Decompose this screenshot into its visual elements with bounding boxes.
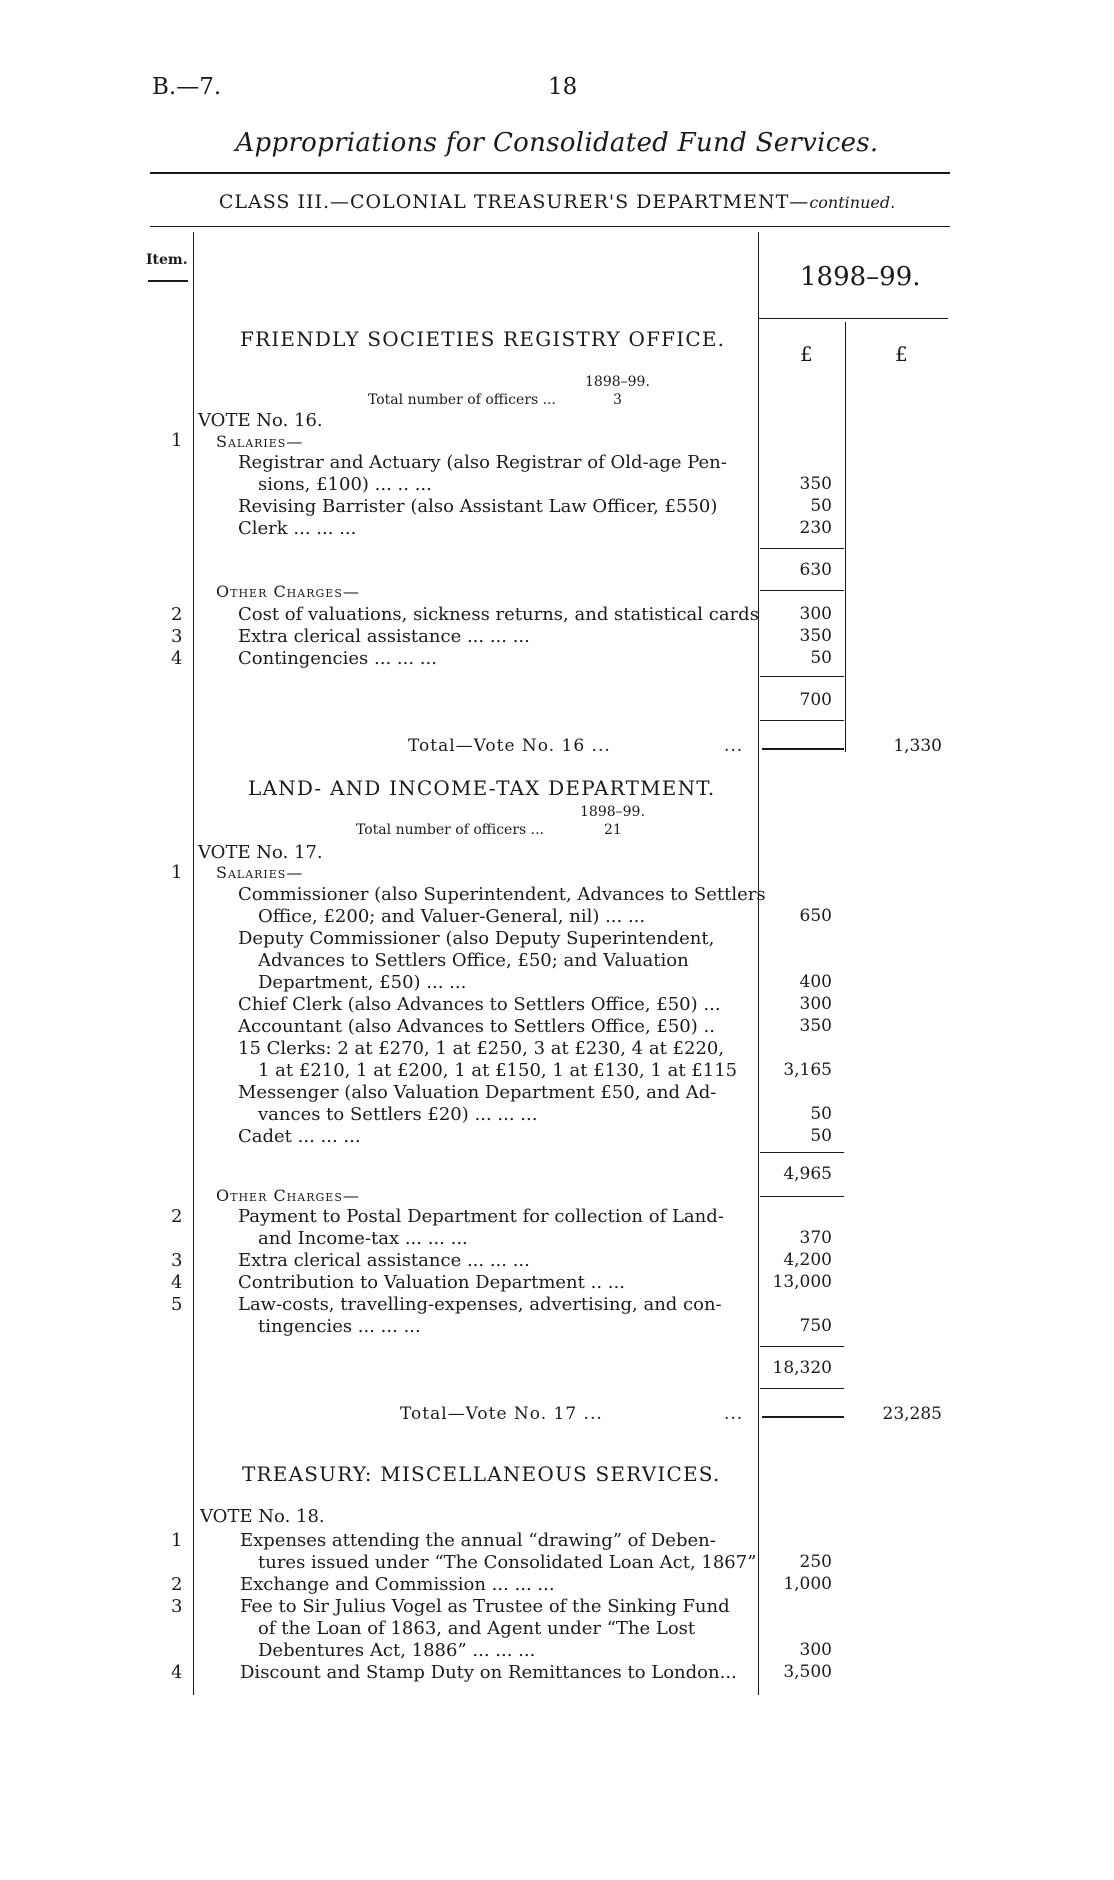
- land-total-label: Total—Vote No. 17 ...: [400, 1404, 603, 1424]
- treasury-row-text: of the Loan of 1863, and Agent under “The Lost: [258, 1618, 696, 1639]
- treasury-row-text: Debentures Act, 1886” ... ... ...: [258, 1640, 536, 1661]
- subtotal-rule: [760, 1152, 844, 1153]
- friendly-row-amount: 50: [810, 496, 832, 516]
- land-row-amount: 3,165: [783, 1060, 832, 1080]
- land-row-text: Payment to Postal Department for collection of Land-: [238, 1206, 724, 1227]
- friendly-row-text: Extra clerical assistance ... ... ...: [238, 626, 530, 647]
- land-row-text: Chief Clerk (also Advances to Settlers Office, £50) ...: [238, 994, 721, 1015]
- land-row-item-5: 5: [171, 1294, 183, 1315]
- friendly-year: 1898–99.: [585, 374, 650, 390]
- friendly-salaries-subtotal: 630: [799, 560, 832, 580]
- land-row-item-2: 2: [171, 1206, 183, 1227]
- friendly-officers-label: Total number of officers ...: [368, 392, 556, 408]
- land-row-text: Cadet ... ... ...: [238, 1126, 361, 1147]
- friendly-total-amount: 1,330: [893, 736, 942, 756]
- pound-total-header: £: [895, 342, 908, 366]
- treasury-row-amount: 3,500: [783, 1662, 832, 1682]
- friendly-row-amount: 350: [799, 474, 832, 494]
- treasury-row-amount: 300: [799, 1640, 832, 1660]
- land-row-text: vances to Settlers £20) ... ... ...: [258, 1104, 538, 1125]
- land-total-amount: 23,285: [882, 1404, 942, 1424]
- treasury-row-text: Exchange and Commission ... ... ...: [240, 1574, 555, 1595]
- land-vote-heading: VOTE No. 17.: [198, 842, 323, 863]
- land-other-subtotal: 18,320: [772, 1358, 832, 1378]
- land-row-item-4: 4: [171, 1272, 183, 1293]
- treasury-row-text: tures issued under “The Consolidated Loan Act, 1867”: [258, 1552, 757, 1573]
- land-row-text: Commissioner (also Superintendent, Advances to Settlers: [238, 884, 766, 905]
- page-number: 18: [548, 74, 578, 100]
- friendly-row-item-2: 2: [171, 604, 183, 625]
- land-row-text: and Income-tax ... ... ...: [258, 1228, 468, 1249]
- treasury-row-amount: 1,000: [783, 1574, 832, 1594]
- year-header-underline: [758, 318, 948, 319]
- friendly-row-amount: 350: [799, 626, 832, 646]
- land-row-text: Extra clerical assistance ... ... ...: [238, 1250, 530, 1271]
- treasury-row-item-3: 3: [171, 1596, 183, 1617]
- treasury-row-text: Fee to Sir Julius Vogel as Trustee of the Sinking Fund: [240, 1596, 730, 1617]
- land-row-item-1: 1: [171, 862, 183, 883]
- land-year: 1898–99.: [580, 804, 645, 820]
- item-column-header: Item.: [146, 252, 188, 268]
- treasury-row-item-1: 1: [171, 1530, 183, 1551]
- land-row-text: tingencies ... ... ...: [258, 1316, 421, 1337]
- friendly-row-item-1: 1: [171, 430, 183, 451]
- land-officers-count: 21: [604, 822, 622, 838]
- class-continued: continued.: [809, 193, 896, 212]
- friendly-row-item-3: 3: [171, 626, 183, 647]
- friendly-officers-count: 3: [613, 392, 622, 408]
- land-row-amount: 750: [799, 1316, 832, 1336]
- land-row-text: Accountant (also Advances to Settlers Office, £50) ..: [238, 1016, 715, 1037]
- page-title: Appropriations for Consolidated Fund Services.: [235, 128, 879, 158]
- land-row-item-3: 3: [171, 1250, 183, 1271]
- land-row-text: Department, £50) ... ...: [258, 972, 467, 993]
- subtotal-rule: [760, 720, 844, 721]
- item-column-divider: [193, 232, 194, 1695]
- friendly-section-title: FRIENDLY SOCIETIES REGISTRY OFFICE.: [240, 327, 726, 351]
- land-row-text: Office, £200; and Valuer-General, nil) ... ...: [258, 906, 646, 927]
- subtotal-rule: [760, 1346, 844, 1347]
- treasury-row-text: Expenses attending the annual “drawing” of Deben-: [240, 1530, 716, 1551]
- land-row-text: Messenger (also Valuation Department £50, and Ad-: [238, 1082, 717, 1103]
- friendly-vote-heading: VOTE No. 16.: [198, 410, 323, 431]
- treasury-row-amount: 250: [799, 1552, 832, 1572]
- subtotal-rule: [760, 1388, 844, 1389]
- land-row-text: Contribution to Valuation Department .. ...: [238, 1272, 625, 1293]
- document-reference: B.—7.: [152, 74, 222, 100]
- subtotal-column-divider: [845, 322, 846, 752]
- land-row-text: Law-costs, travelling-expenses, advertising, and con-: [238, 1294, 722, 1315]
- friendly-row-text: sions, £100) ... .. ...: [258, 474, 432, 495]
- treasury-row-item-2: 2: [171, 1574, 183, 1595]
- subtotal-rule: [760, 590, 844, 591]
- land-row-amount: 13,000: [772, 1272, 832, 1292]
- subtotal-rule: [760, 676, 844, 677]
- friendly-row-text: Contingencies ... ... ...: [238, 648, 437, 669]
- land-section-title: LAND- AND INCOME-TAX DEPARTMENT.: [248, 776, 716, 800]
- land-salaries-subtotal: 4,965: [783, 1164, 832, 1184]
- item-header-underline: [148, 280, 188, 282]
- land-row-amount: 4,200: [783, 1250, 832, 1270]
- total-rule: [762, 1416, 844, 1418]
- friendly-other-charges-heading: Other Charges—: [216, 582, 360, 601]
- land-salaries-heading: Salaries—: [216, 863, 304, 882]
- subtotal-rule: [760, 1196, 844, 1197]
- friendly-other-subtotal: 700: [799, 690, 832, 710]
- treasury-vote-heading: VOTE No. 18.: [200, 1506, 325, 1527]
- friendly-row-amount: 230: [799, 518, 832, 538]
- land-row-amount: 350: [799, 1016, 832, 1036]
- friendly-salaries-heading: Salaries—: [216, 432, 304, 451]
- class-heading: [0, 191, 1114, 213]
- land-row-amount: 50: [810, 1104, 832, 1124]
- class-rule: [150, 226, 950, 227]
- treasury-row-text: Discount and Stamp Duty on Remittances to London...: [240, 1662, 737, 1683]
- land-row-amount: 650: [799, 906, 832, 926]
- friendly-row-text: Registrar and Actuary (also Registrar of Old-age Pen-: [238, 452, 727, 473]
- land-total-dots: ...: [724, 1404, 744, 1424]
- title-rule: [150, 172, 950, 174]
- land-officers-label: Total number of officers ...: [356, 822, 544, 838]
- land-row-amount: 400: [799, 972, 832, 992]
- land-other-charges-heading: Other Charges—: [216, 1186, 360, 1205]
- friendly-row-text: Cost of valuations, sickness returns, and statistical cards: [238, 604, 759, 625]
- friendly-row-text: Revising Barrister (also Assistant Law Officer, £550): [238, 496, 718, 517]
- total-rule: [762, 748, 844, 750]
- land-row-amount: 370: [799, 1228, 832, 1248]
- class-line-text: CLASS III.—COLONIAL TREASURER'S DEPARTMENT—: [218, 191, 810, 213]
- text-column-divider: [758, 232, 759, 1695]
- land-row-amount: 300: [799, 994, 832, 1014]
- friendly-row-item-4: 4: [171, 648, 183, 669]
- treasury-row-item-4: 4: [171, 1662, 183, 1683]
- land-row-text: 15 Clerks: 2 at £270, 1 at £250, 3 at £230, 4 at £220,: [238, 1038, 725, 1059]
- land-row-text: Advances to Settlers Office, £50; and Valuation: [258, 950, 689, 971]
- pound-subcolumn-header: £: [800, 342, 813, 366]
- friendly-row-amount: 300: [799, 604, 832, 624]
- land-row-text: Deputy Commissioner (also Deputy Superintendent,: [238, 928, 715, 949]
- friendly-row-text: Clerk ... ... ...: [238, 518, 357, 539]
- subtotal-rule: [760, 548, 844, 549]
- treasury-section-title: TREASURY: MISCELLANEOUS SERVICES.: [242, 1462, 721, 1486]
- land-row-text: 1 at £210, 1 at £200, 1 at £150, 1 at £130, 1 at £115: [258, 1060, 738, 1081]
- land-row-amount: 50: [810, 1126, 832, 1146]
- friendly-total-dots: ...: [724, 736, 744, 756]
- friendly-row-amount: 50: [810, 648, 832, 668]
- friendly-total-label: Total—Vote No. 16 ...: [408, 736, 611, 756]
- year-column-header: 1898–99.: [800, 262, 921, 292]
